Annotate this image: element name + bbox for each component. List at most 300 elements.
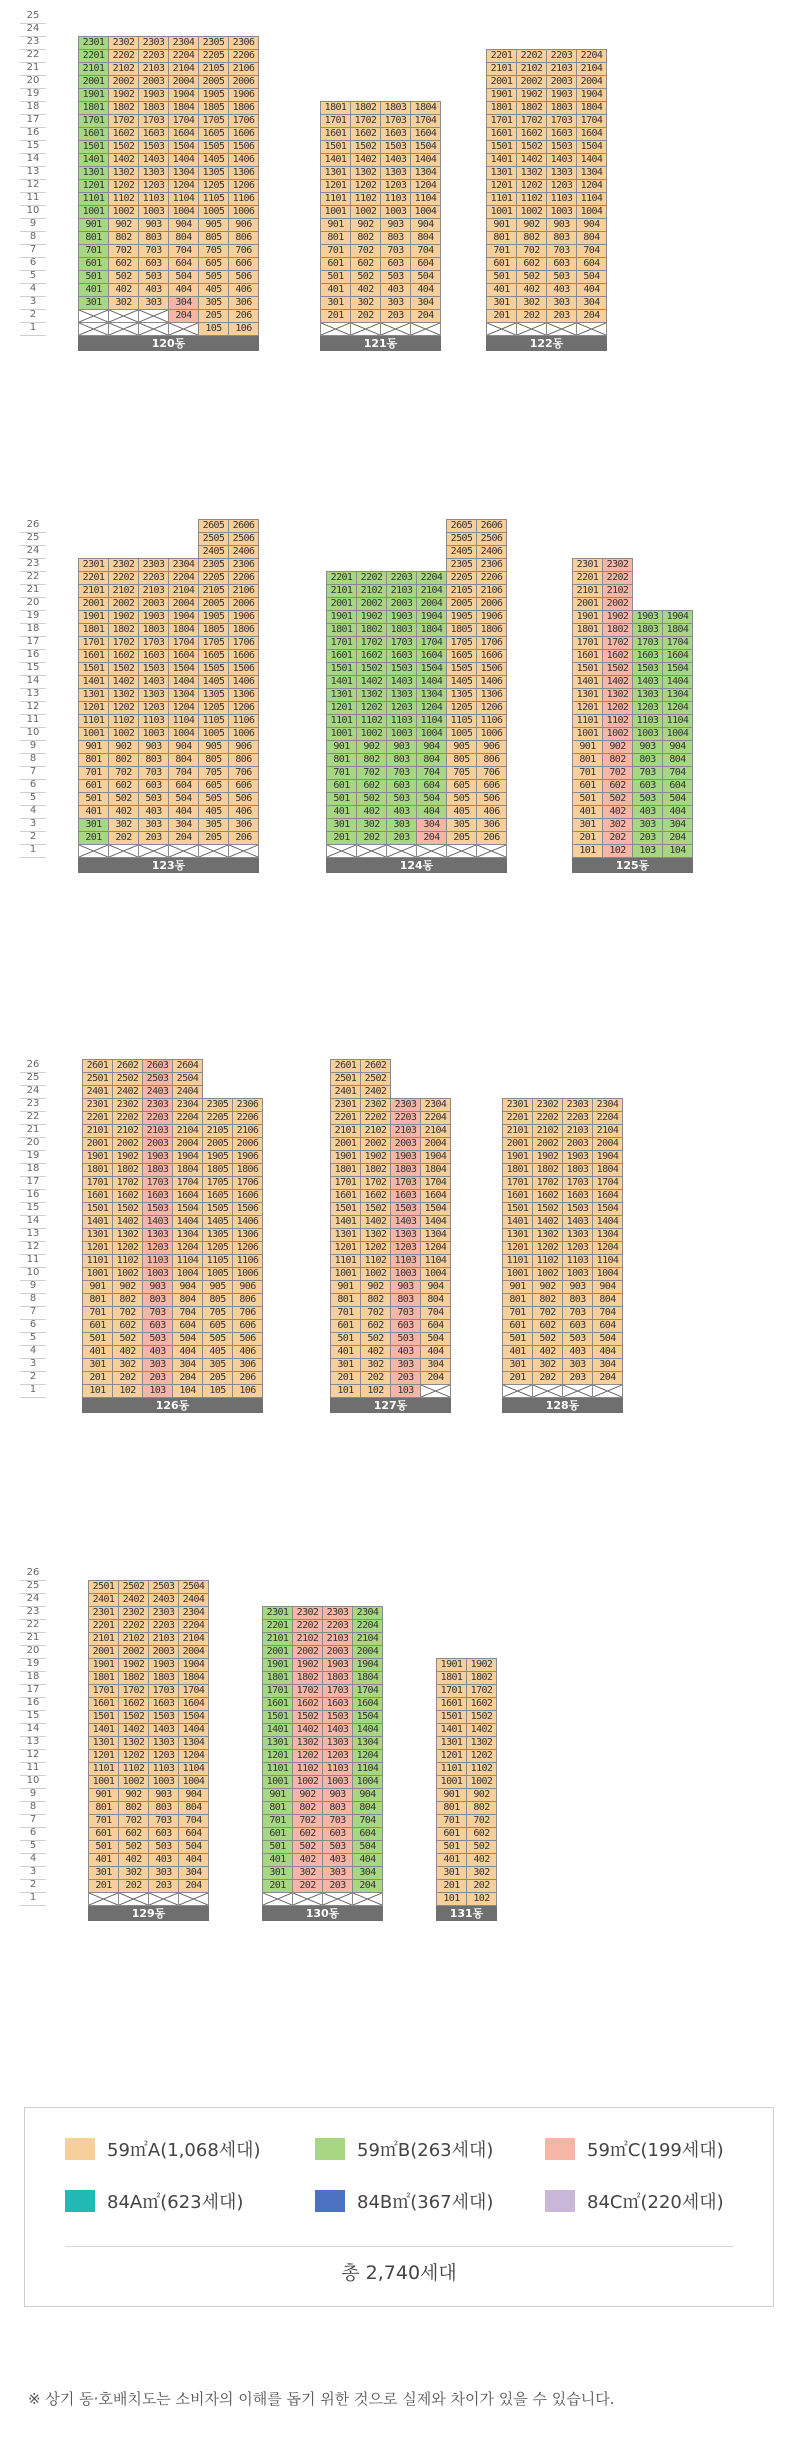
unit-cell: 2204 [420,1111,451,1125]
unit-cell: 204 [416,831,447,845]
unit-cell: 405 [198,805,229,819]
legend-box [24,2107,774,2307]
legend-label: 59㎡B(263세대) [357,2140,494,2161]
unit-cell: 2102 [112,1124,143,1138]
unit-cell: 1604 [410,127,441,141]
unit-cell: 306 [228,818,259,832]
unit-cell: 1906 [228,610,259,624]
floor-label: 18 [20,1163,46,1177]
floor-label: 24 [20,23,46,37]
unit-cell: 504 [168,792,199,806]
unit-cell: 801 [326,753,357,767]
unit-cell: 603 [138,779,169,793]
unit-cell: 1101 [320,192,351,206]
unit-cell: 2001 [262,1645,293,1659]
unit-cell: 1201 [330,1241,361,1255]
unit-cell: 601 [330,1319,361,1333]
unit-cell: 1302 [466,1736,497,1750]
unit-cell: 1403 [380,153,411,167]
unit-cell: 2102 [356,584,387,598]
unit-cell: 2503 [148,1580,179,1594]
unit-cell: 1704 [592,1176,623,1190]
unit-cell: 1002 [118,1775,149,1789]
unit-cell: 2405 [446,545,477,559]
unit-cell: 1206 [228,701,259,715]
unit-cell: 2501 [88,1580,119,1594]
unit-cell: 302 [112,1358,143,1372]
unit-cell: 2004 [172,1137,203,1151]
legend-label: 84A㎡(623세대) [107,2192,244,2213]
unit-cell: 1701 [572,636,603,650]
floor-label: 15 [20,662,46,676]
unit-cell: 1402 [292,1723,323,1737]
unit-cell: 1505 [198,140,229,154]
unit-cell: 1104 [416,714,447,728]
unit-cell: 601 [436,1827,467,1841]
unit-cell: 202 [118,1879,149,1893]
unit-cell: 2203 [322,1619,353,1633]
pilotis-cell [168,322,199,336]
floor-label: 9 [20,1280,46,1294]
unit-cell: 901 [78,740,109,754]
floor-label: 15 [20,1710,46,1724]
floor-label: 13 [20,688,46,702]
unit-cell: 1805 [198,101,229,115]
unit-cell: 1702 [602,636,633,650]
unit-cell: 2106 [476,584,507,598]
legend-swatch [65,2138,95,2160]
unit-cell: 1305 [202,1228,233,1242]
unit-cell: 504 [592,1332,623,1346]
floor-label: 4 [20,283,46,297]
unit-cell: 601 [320,257,351,271]
unit-cell: 902 [108,740,139,754]
unit-cell: 303 [632,818,663,832]
unit-cell: 803 [390,1293,421,1307]
unit-cell: 1005 [198,205,229,219]
unit-cell: 204 [178,1879,209,1893]
unit-cell: 1504 [168,662,199,676]
unit-cell: 401 [572,805,603,819]
unit-cell: 1204 [576,179,607,193]
unit-cell: 1502 [292,1710,323,1724]
pilotis-cross-icon [109,845,138,857]
unit-cell: 1801 [486,101,517,115]
unit-cell: 2004 [576,75,607,89]
unit-cell: 501 [320,270,351,284]
unit-cell: 501 [326,792,357,806]
unit-cell: 2402 [118,1593,149,1607]
unit-cell: 1503 [632,662,663,676]
unit-cell: 1703 [138,636,169,650]
unit-cell: 604 [168,779,199,793]
unit-cell: 1002 [602,727,633,741]
unit-cell: 1001 [572,727,603,741]
unit-cell: 2004 [592,1137,623,1151]
unit-cell: 105 [202,1384,233,1398]
unit-cell: 2103 [142,1124,173,1138]
unit-cell: 1103 [322,1762,353,1776]
unit-cell: 1902 [356,610,387,624]
unit-cell: 902 [112,1280,143,1294]
unit-cell: 1104 [410,192,441,206]
unit-cell: 1304 [168,688,199,702]
unit-cell: 1606 [228,127,259,141]
unit-cell: 2103 [386,584,417,598]
unit-cell: 103 [142,1384,173,1398]
unit-cell: 2402 [360,1085,391,1099]
unit-cell: 801 [88,1801,119,1815]
unit-cell: 2003 [390,1137,421,1151]
unit-cell: 604 [662,779,693,793]
unit-cell: 1103 [380,192,411,206]
floor-label: 2 [20,1879,46,1893]
floor-label: 22 [20,1111,46,1125]
unit-cell: 1901 [88,1658,119,1672]
unit-cell: 1001 [320,205,351,219]
unit-cell: 402 [350,283,381,297]
unit-cell: 202 [360,1371,391,1385]
unit-cell: 1105 [198,714,229,728]
unit-cell: 1703 [148,1684,179,1698]
unit-cell: 701 [320,244,351,258]
unit-cell: 1305 [198,166,229,180]
floor-label: 19 [20,1150,46,1164]
floor-label: 14 [20,675,46,689]
floor-label: 19 [20,1658,46,1672]
unit-cell: 701 [78,244,109,258]
unit-cell: 1303 [138,688,169,702]
unit-cell: 1701 [262,1684,293,1698]
unit-cell: 502 [292,1840,323,1854]
unit-cell: 1104 [168,714,199,728]
unit-cell: 1902 [108,610,139,624]
unit-cell: 1505 [198,662,229,676]
unit-cell: 1205 [198,179,229,193]
unit-cell: 1501 [78,662,109,676]
pilotis-cross-icon [199,845,228,857]
unit-cell: 801 [320,231,351,245]
unit-cell: 1504 [168,140,199,154]
pilotis-cell [502,1384,533,1398]
unit-cell: 1005 [198,727,229,741]
unit-cell: 1501 [320,140,351,154]
pilotis-cell [326,844,357,858]
unit-cell: 1404 [592,1215,623,1229]
unit-cell: 1801 [572,623,603,637]
unit-cell: 1704 [178,1684,209,1698]
unit-cell: 1402 [516,153,547,167]
unit-cell: 1801 [88,1671,119,1685]
unit-cell: 1806 [476,623,507,637]
unit-cell: 1803 [632,623,663,637]
unit-cell: 404 [662,805,693,819]
unit-cell: 1403 [546,153,577,167]
unit-cell: 901 [320,218,351,232]
floor-label: 25 [20,10,46,24]
unit-cell: 2102 [516,62,547,76]
unit-cell: 901 [262,1788,293,1802]
unit-cell: 901 [78,218,109,232]
unit-cell: 1101 [326,714,357,728]
floor-label: 17 [20,114,46,128]
unit-cell: 2206 [228,49,259,63]
unit-cell: 2104 [172,1124,203,1138]
unit-cell: 1401 [486,153,517,167]
floor-label: 11 [20,192,46,206]
unit-cell: 1803 [142,1163,173,1177]
unit-cell: 2302 [108,36,139,50]
unit-cell: 501 [502,1332,533,1346]
unit-cell: 1301 [572,688,603,702]
unit-cell: 206 [228,831,259,845]
unit-cell: 2601 [330,1059,361,1073]
unit-cell: 402 [108,805,139,819]
unit-cell: 704 [352,1814,383,1828]
building-label: 126동 [82,1398,263,1413]
unit-cell: 2106 [228,62,259,76]
unit-cell: 1806 [228,623,259,637]
unit-cell: 2005 [198,75,229,89]
unit-cell: 1503 [322,1710,353,1724]
unit-cell: 2003 [138,597,169,611]
unit-cell: 2406 [476,545,507,559]
unit-cell: 1101 [78,714,109,728]
unit-cell: 1303 [142,1228,173,1242]
pilotis-cell [350,322,381,336]
unit-cell: 806 [228,753,259,767]
unit-cell: 802 [112,1293,143,1307]
unit-cell: 1502 [118,1710,149,1724]
unit-cell: 1105 [446,714,477,728]
unit-cell: 404 [352,1853,383,1867]
pilotis-cross-icon [139,323,168,335]
unit-cell: 1604 [168,649,199,663]
unit-cell: 1804 [168,623,199,637]
unit-cell: 1003 [148,1775,179,1789]
unit-cell: 2304 [592,1098,623,1112]
unit-cell: 1202 [602,701,633,715]
unit-cell: 1204 [168,179,199,193]
unit-cell: 403 [390,1345,421,1359]
unit-cell: 1603 [138,649,169,663]
unit-cell: 801 [330,1293,361,1307]
unit-cell: 2006 [228,597,259,611]
unit-cell: 1106 [228,714,259,728]
pilotis-cell [476,844,507,858]
unit-cell: 402 [112,1345,143,1359]
unit-cell: 501 [78,792,109,806]
unit-cell: 1304 [178,1736,209,1750]
unit-cell: 1904 [420,1150,451,1164]
unit-cell: 2303 [138,36,169,50]
unit-cell: 1004 [352,1775,383,1789]
unit-cell: 2606 [228,519,259,533]
unit-cell: 602 [466,1827,497,1841]
unit-cell: 503 [546,270,577,284]
unit-cell: 403 [546,283,577,297]
unit-cell: 604 [168,257,199,271]
unit-cell: 902 [356,740,387,754]
unit-cell: 2204 [416,571,447,585]
unit-cell: 1104 [172,1254,203,1268]
unit-cell: 2003 [322,1645,353,1659]
unit-cell: 1106 [476,714,507,728]
unit-cell: 2205 [202,1111,233,1125]
pilotis-cell [416,844,447,858]
unit-cell: 2101 [88,1632,119,1646]
unit-cell: 2401 [88,1593,119,1607]
unit-cell: 1103 [386,714,417,728]
unit-cell: 1401 [330,1215,361,1229]
unit-cell: 1904 [352,1658,383,1672]
floor-label: 26 [20,519,46,533]
unit-cell: 1801 [436,1671,467,1685]
unit-cell: 1101 [262,1762,293,1776]
unit-cell: 204 [410,309,441,323]
floor-label: 13 [20,1228,46,1242]
unit-cell: 1002 [350,205,381,219]
unit-cell: 2605 [446,519,477,533]
unit-cell: 902 [360,1280,391,1294]
unit-cell: 1202 [350,179,381,193]
unit-cell: 905 [202,1280,233,1294]
unit-cell: 1301 [326,688,357,702]
unit-cell: 601 [82,1319,113,1333]
unit-cell: 302 [350,296,381,310]
unit-cell: 1201 [572,701,603,715]
unit-cell: 402 [516,283,547,297]
unit-cell: 2002 [516,75,547,89]
unit-cell: 106 [228,322,259,336]
unit-cell: 804 [662,753,693,767]
unit-cell: 403 [380,283,411,297]
unit-cell: 904 [420,1280,451,1294]
unit-cell: 2001 [572,597,603,611]
unit-cell: 803 [322,1801,353,1815]
unit-cell: 801 [262,1801,293,1815]
unit-cell: 1701 [326,636,357,650]
unit-cell: 1003 [386,727,417,741]
pilotis-cross-icon [357,845,386,857]
unit-cell: 1602 [118,1697,149,1711]
unit-cell: 1102 [108,192,139,206]
unit-cell: 1202 [532,1241,563,1255]
unit-cell: 1102 [118,1762,149,1776]
pilotis-cell [138,844,169,858]
unit-cell: 202 [356,831,387,845]
unit-cell: 903 [386,740,417,754]
unit-cell: 903 [632,740,663,754]
floor-label: 10 [20,1267,46,1281]
unit-cell: 2006 [476,597,507,611]
unit-cell: 2002 [532,1137,563,1151]
unit-cell: 1901 [82,1150,113,1164]
unit-cell: 501 [82,1332,113,1346]
floor-label: 17 [20,1684,46,1698]
unit-cell: 2001 [330,1137,361,1151]
unit-cell: 1406 [228,675,259,689]
unit-cell: 204 [168,831,199,845]
unit-cell: 2004 [352,1645,383,1659]
unit-cell: 1304 [352,1736,383,1750]
unit-cell: 501 [78,270,109,284]
unit-cell: 704 [420,1306,451,1320]
unit-cell: 604 [178,1827,209,1841]
unit-cell: 1104 [420,1254,451,1268]
unit-cell: 403 [138,283,169,297]
unit-cell: 1102 [602,714,633,728]
unit-cell: 902 [350,218,381,232]
floor-label: 2 [20,309,46,323]
unit-cell: 1103 [632,714,663,728]
unit-cell: 505 [198,792,229,806]
unit-cell: 2101 [572,584,603,598]
unit-cell: 904 [410,218,441,232]
unit-cell: 1404 [168,675,199,689]
unit-cell: 2206 [476,571,507,585]
unit-cell: 1804 [662,623,693,637]
unit-cell: 1002 [356,727,387,741]
unit-cell: 301 [326,818,357,832]
unit-cell: 303 [562,1358,593,1372]
unit-cell: 1802 [112,1163,143,1177]
unit-cell: 304 [410,296,441,310]
floor-label: 5 [20,792,46,806]
unit-cell: 503 [138,270,169,284]
unit-cell: 2303 [562,1098,593,1112]
unit-cell: 1306 [476,688,507,702]
floor-label: 6 [20,257,46,271]
unit-cell: 1302 [532,1228,563,1242]
unit-cell: 805 [202,1293,233,1307]
unit-cell: 2403 [142,1085,173,1099]
unit-cell: 1403 [138,675,169,689]
unit-cell: 1201 [502,1241,533,1255]
unit-cell: 1804 [172,1163,203,1177]
pilotis-cell [486,322,517,336]
unit-cell: 1701 [486,114,517,128]
unit-cell: 2202 [516,49,547,63]
unit-cell: 1004 [410,205,441,219]
unit-cell: 2302 [360,1098,391,1112]
unit-cell: 1803 [138,101,169,115]
unit-cell: 402 [118,1853,149,1867]
unit-cell: 403 [386,805,417,819]
unit-cell: 1503 [142,1202,173,1216]
unit-cell: 1803 [386,623,417,637]
unit-cell: 1101 [486,192,517,206]
unit-cell: 1604 [662,649,693,663]
unit-cell: 2002 [108,75,139,89]
unit-cell: 2101 [262,1632,293,1646]
floor-label: 1 [20,1892,46,1906]
unit-cell: 601 [572,779,603,793]
unit-cell: 704 [416,766,447,780]
unit-cell: 1504 [172,1202,203,1216]
unit-cell: 2104 [420,1124,451,1138]
unit-cell: 1004 [662,727,693,741]
pilotis-cross-icon [417,845,446,857]
unit-cell: 1003 [562,1267,593,1281]
floor-label: 22 [20,571,46,585]
pilotis-cross-icon [169,845,198,857]
unit-cell: 1404 [416,675,447,689]
unit-cell: 601 [88,1827,119,1841]
unit-cell: 1403 [322,1723,353,1737]
unit-cell: 2404 [172,1085,203,1099]
unit-cell: 1603 [380,127,411,141]
